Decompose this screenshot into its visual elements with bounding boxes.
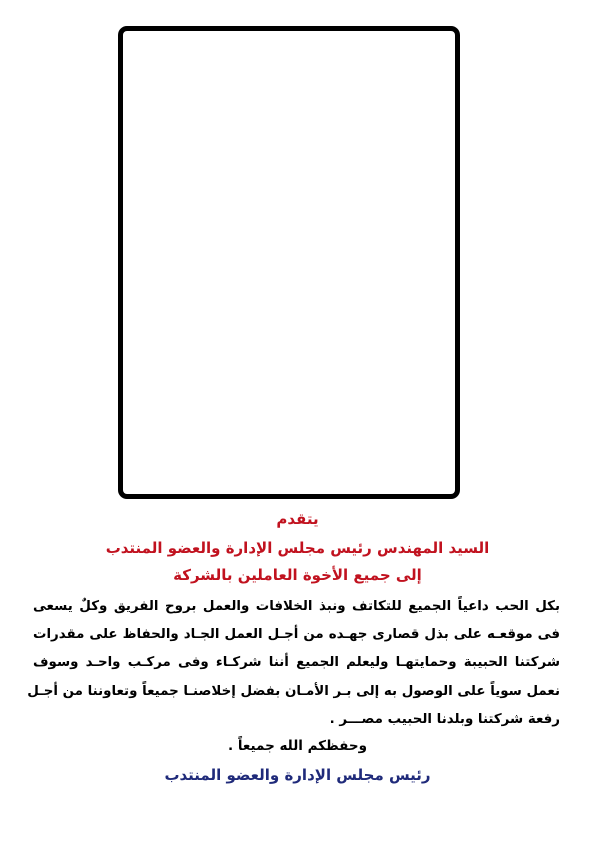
signature-title: رئيس مجلس الإدارة والعضو المنتدب: [164, 766, 431, 784]
message-body: [27, 593, 560, 734]
message-line: بكل الحب داعياً الجميع للتكاتف ونبذ الخلافات والعمل بروح الفريق وكلٌ يسعى: [33, 599, 560, 614]
message-line: شركتنا الحبيبة وحمايتهـا وليعلم الجميع أننا شركـاء وفى مركـب واحـد وسوف: [33, 655, 560, 671]
recipient-heading: إلى جميع الأخوة العاملين بالشركة: [173, 566, 422, 584]
closing-blessing: وحفظكم الله جميعاً .: [227, 738, 368, 754]
sender-heading: السيد المهندس رئيس مجلس الإدارة والعضو المنتدب: [105, 539, 490, 557]
message-line: نعمل سوياً على الوصول به إلى بـر الأمـان بفضل إخلاصنـا جميعاً وتعاوننا من أجـل: [27, 683, 560, 699]
message-line: فى موقعـه على بذل قصارى جهـده من أجـل العمل الجـاد والحفاظ على مقدرات: [33, 627, 560, 643]
message-line: رفعة شركتنا وبلدنا الحبيب مصـــر .: [329, 711, 560, 727]
intro-heading: يتقدم: [276, 510, 319, 528]
photo-placeholder-frame: [118, 26, 460, 499]
